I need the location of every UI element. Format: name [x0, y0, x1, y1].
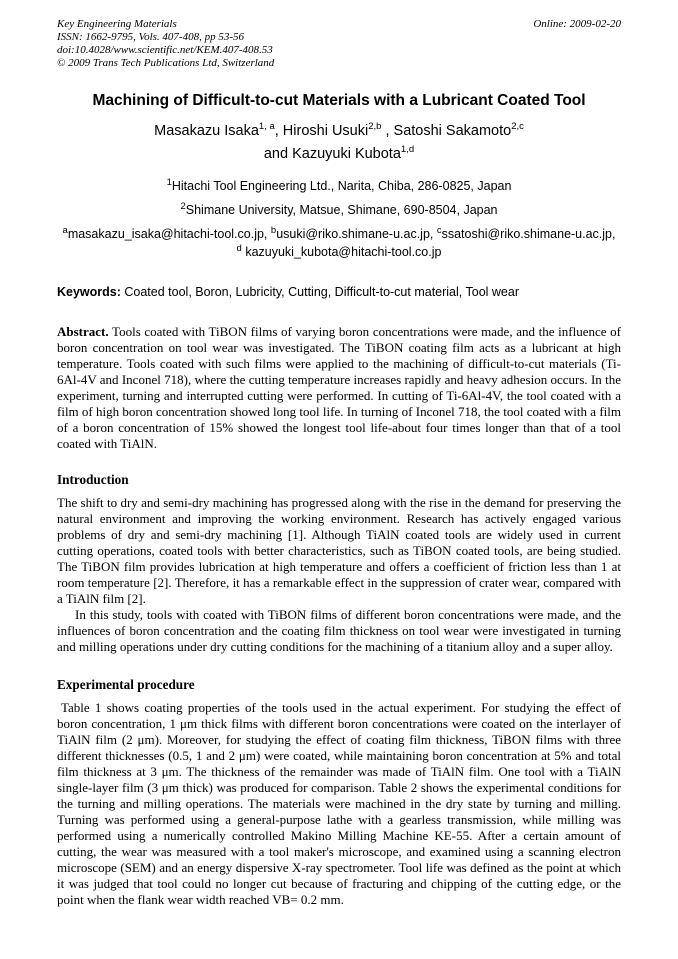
email-address: usuki@riko.shimane-u.ac.jp, [276, 227, 437, 241]
affiliation-text: Shimane University, Matsue, Shimane, 690-8504, Japan [185, 203, 498, 217]
email-line-1 [57, 225, 621, 243]
journal-header [57, 18, 621, 70]
email-marker: a [62, 224, 68, 236]
email-marker: b [270, 224, 277, 236]
section-heading-experimental-procedure: Experimental procedure [57, 677, 195, 692]
journal-name: Key Engineering Materials [57, 18, 177, 30]
affiliation-2 [57, 198, 621, 222]
abstract-text: Tools coated with TiBON films of varying boron concentrations were made, and the influence of boron concentration on tool wear was investigated. The TiBON coating film acts as a lubricant at high temperature. Tools coated with such films were applied to the machining of difficult-to-cut materials (Ti-6Al-4V and Inconel 718), where the cutting temperature increases rapidly and heavy adhesion occurs. In the experiment, turning and interrupted cutting were performed. In cutting of Ti-6Al-4V, the tool coated with a film of high boron concentration showed long tool life. In turning of Inconel 718, the tool coated with a film of a boron concentration of 15% showed the longest tool life-about four times longer than that of a tool coated with TiAlN. [57, 324, 621, 451]
email-address: kazuyuki_kubota@hitachi-tool.co.jp [241, 245, 442, 259]
keywords-label: Keywords: [57, 285, 121, 299]
paper-title: Machining of Difficult-to-cut Materials with a Lubricant Coated Tool [92, 92, 586, 109]
author-name: , Hiroshi Usuki [274, 123, 369, 139]
author-name: and Kazuyuki Kubota [263, 146, 401, 162]
author-block [57, 120, 621, 166]
keywords-text: Coated tool, Boron, Lubricity, Cutting, Difficult-to-cut material, Tool wear [120, 285, 520, 299]
online-date: Online: 2009-02-20 [533, 18, 621, 30]
keywords-line [57, 284, 621, 300]
copyright-line: © 2009 Trans Tech Publications Ltd, Switzerland [57, 57, 275, 69]
author-affil-marker: 1, a [258, 121, 275, 133]
affiliation-1 [57, 174, 621, 198]
email-line-2 [57, 243, 621, 261]
journal-header-left [57, 18, 274, 70]
affiliation-text: Hitachi Tool Engineering Ltd., Narita, Chiba, 286-0825, Japan [171, 179, 512, 193]
introduction-paragraph-2: In this study, tools with coated with TiBON films of different boron concentrations were made, and the influences of boron concentration and the coating film thickness on tool wear were investigated in turning and milling operations under dry cutting conditions for the machining of a titanium alloy and a super alloy. [57, 607, 621, 654]
email-address: ssatoshi@riko.shimane-u.ac.jp, [441, 227, 616, 241]
author-name: Masakazu Isaka [154, 123, 259, 139]
affiliation-marker: 1 [166, 176, 172, 188]
issn-line: ISSN: 1662-9795, Vols. 407-408, pp 53-56 [57, 31, 244, 43]
abstract-label: Abstract. [57, 324, 109, 339]
affiliation-block [57, 174, 621, 222]
author-affil-marker: 2,b [368, 121, 382, 133]
email-marker: c [436, 224, 442, 236]
author-name: , Satoshi Sakamoto [381, 123, 512, 139]
author-affil-marker: 1,d [400, 144, 415, 156]
introduction-paragraph-1: The shift to dry and semi-dry machining has progressed along with the rise in the demand for preserving the natural environment and improving the working environment. Research has actively engaged various problems of dry and semi-dry machining [1]. Although TiAlN coated tools are widely used in current cutting operations, coated tools with better characteristics, such as TiBON coated tools, are being studied. The TiBON film provides lubrication at high temperature and offers a coefficient of friction less than 1 at room temperature [2]. Therefore, it has a remarkable effect in the suppression of crater wear, compared with a TiAlN film [2]. [57, 495, 621, 606]
affiliation-marker: 2 [180, 200, 186, 212]
email-marker: d [236, 242, 242, 254]
author-line-1 [57, 120, 621, 143]
experimental-procedure-paragraph: Table 1 shows coating properties of the tools used in the actual experiment. For studying the effect of boron concentration, 1 μm thick films with different boron concentrations were coated on the interlayer of TiAlN film (2 μm). Moreover, for studying the effect of coating film thickness, TiBON films with three different thicknesses (0.5, 1 and 2 μm) were coated, while maintaining boron concentration at 5% and total film thickness at 3 μm. The thickness of the remainder was made of TiAlN film. One tool with a TiAlN single-layer film (3 μm thick) was produced for comparison. Table 2 shows the experimental conditions for the turning and milling operations. The materials were machined in the dry state by turning and milling. Turning was performed using a general-purpose lathe with a gearless transmission, while milling was performed using a numerically controlled Makino Milling Machine KE-55. After a certain amount of cutting, the wear was measured with a tool maker's microscope, and examined using a scanning electron microscope (SEM) and an energy dispersive X-ray spectrometer. Tool life was defined as the point at which it was judged that tool could no longer cut because of fracturing and chipping of the cutting edge, or the point when the flank wear width reached VB= 0.2 mm. [57, 700, 621, 907]
doi-line: doi:10.4028/www.scientific.net/KEM.407-408.53 [57, 44, 273, 56]
author-affil-marker: 2,c [511, 121, 524, 133]
abstract-paragraph [57, 324, 621, 452]
author-line-2 [57, 143, 621, 166]
email-block [57, 225, 621, 261]
email-address: masakazu_isaka@hitachi-tool.co.jp, [67, 227, 271, 241]
section-heading-introduction: Introduction [57, 472, 129, 487]
